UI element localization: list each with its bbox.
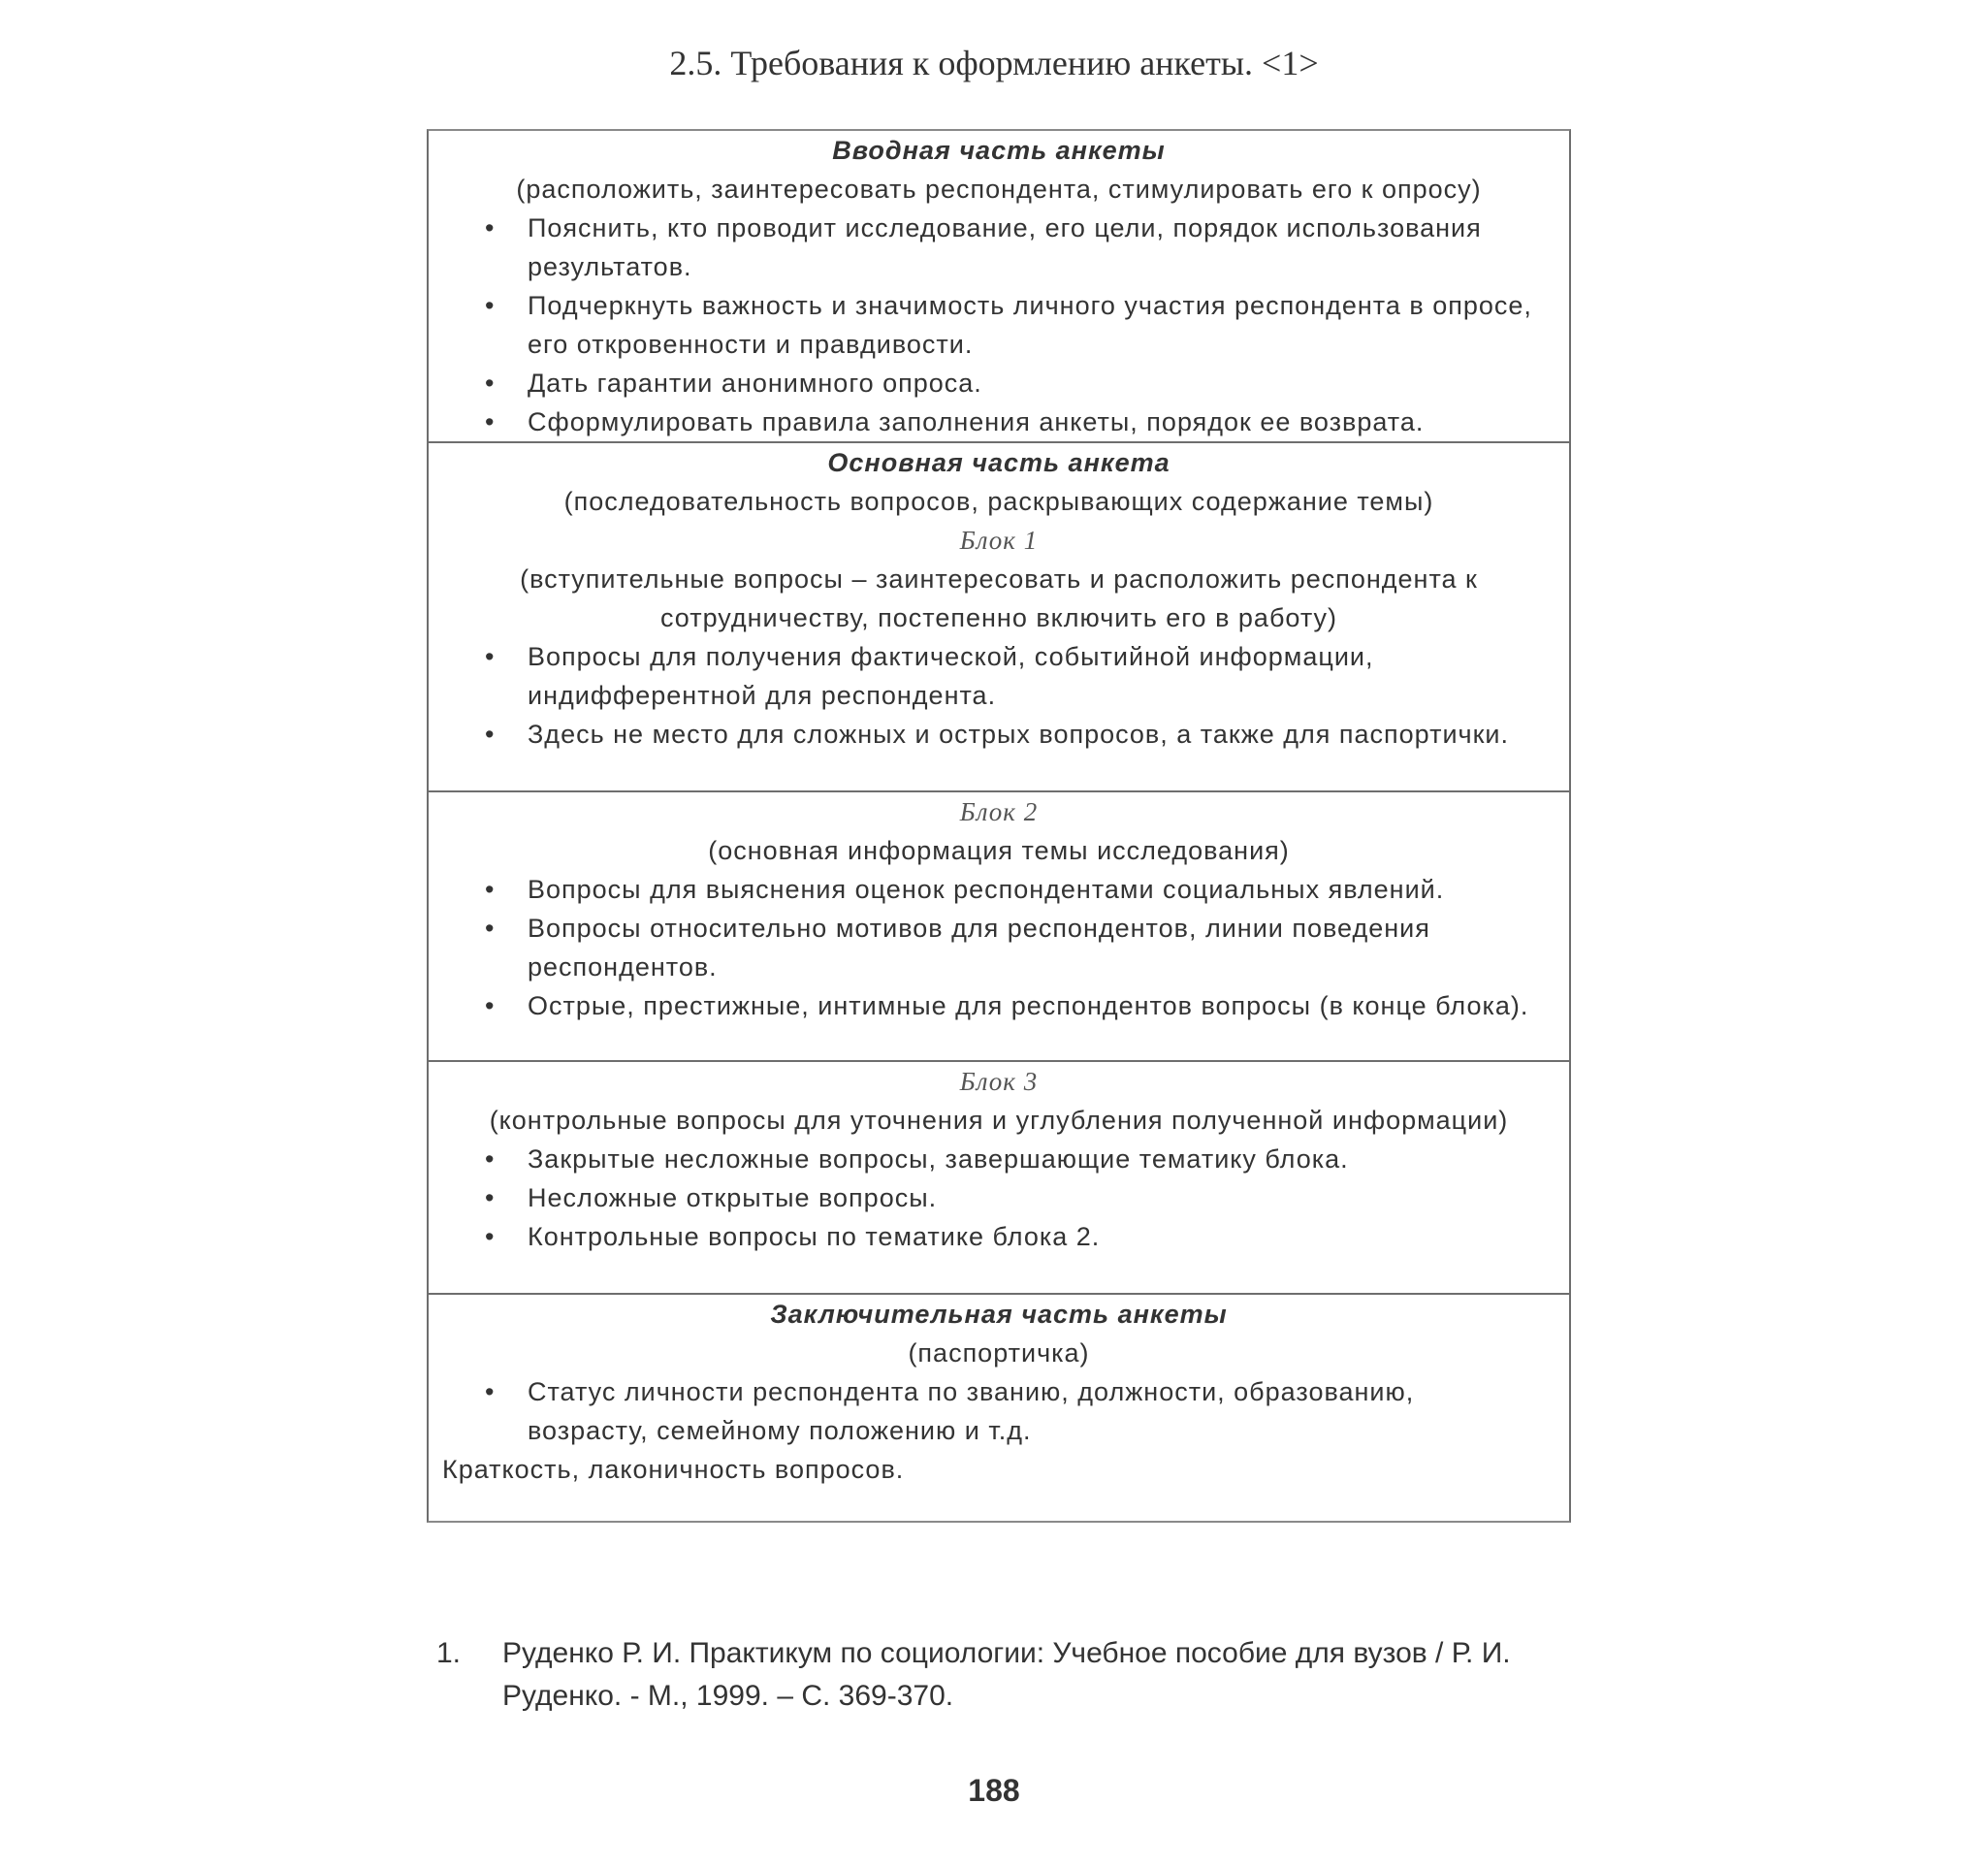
list-item: • Здесь не место для сложных и острых вопросов, а также для паспортички. (485, 715, 1540, 754)
block1-label: Блок 1 (959, 526, 1039, 555)
block2-section (429, 792, 1569, 1062)
intro-section-subtitle: (расположить, заинтересовать респондента, стимулировать его к опросу) (516, 175, 1482, 204)
bullet-icon: • (485, 914, 496, 943)
final-section (429, 1295, 1569, 1521)
block1-subtitle: (вступительные вопросы – заинтересовать и расположить респондента к сотрудничеству, постепенно включить его в работу) (520, 564, 1478, 632)
page-number: 188 (968, 1773, 1020, 1808)
bullet-icon: • (485, 875, 496, 904)
bullet-icon: • (485, 1183, 496, 1212)
block3-label: Блок 3 (959, 1067, 1039, 1096)
footnote-number: 1. (436, 1637, 462, 1669)
main-section-subtitle: (последовательность вопросов, раскрывающих содержание темы) (563, 487, 1434, 516)
block3-items (429, 1140, 1569, 1256)
footnote-text: Руденко Р. И. Практикум по социологии: Учебное пособие для вузов / Р. И. Руденко. - М., 1999. – С. 369-370. (502, 1637, 1511, 1712)
list-item: • Контрольные вопросы по тематике блока 2. (485, 1217, 1540, 1256)
bullet-icon: • (485, 720, 496, 749)
block3-section (429, 1062, 1569, 1295)
page-title: 2.5. Требования к оформлению анкеты. <1> (669, 44, 1319, 82)
intro-section-title: Вводная часть анкеты (832, 136, 1166, 165)
list-item: • Вопросы для получения фактической, событийной информации, индифферентной для респондента. (485, 637, 1540, 715)
bullet-icon: • (485, 642, 496, 671)
list-item: • Пояснить, кто проводит исследование, его цели, порядок использования результатов. (485, 209, 1540, 286)
bullet-icon: • (485, 1144, 496, 1174)
bullet-icon: • (485, 1222, 496, 1251)
final-section-title: Заключительная часть анкеты (770, 1300, 1228, 1329)
intro-items (429, 209, 1569, 441)
block2-items (429, 870, 1569, 1025)
list-item: • Вопросы относительно мотивов для респондентов, линии поведения респондентов. (485, 909, 1540, 986)
final-note: Краткость, лаконичность вопросов. (442, 1455, 905, 1484)
intro-section (429, 131, 1569, 443)
bullet-icon: • (485, 991, 496, 1020)
footnote (436, 1632, 1581, 1718)
main-section-block1 (429, 443, 1569, 792)
block2-subtitle: (основная информация темы исследования) (708, 836, 1290, 865)
questionnaire-scheme (427, 129, 1571, 1523)
list-item: • Статус личности респондента по званию, должности, образованию, возрасту, семейному положению и т.д. (485, 1372, 1540, 1450)
final-section-subtitle: (паспортичка) (908, 1338, 1090, 1368)
list-item: • Несложные открытые вопросы. (485, 1178, 1540, 1217)
bullet-icon: • (485, 369, 496, 398)
bullet-icon: • (485, 213, 496, 242)
bullet-icon: • (485, 291, 496, 320)
list-item: • Острые, престижные, интимные для респондентов вопросы (в конце блока). (485, 986, 1540, 1025)
main-section-title: Основная часть анкета (827, 448, 1170, 477)
list-item: • Дать гарантии анонимного опроса. (485, 364, 1540, 402)
bullet-icon: • (485, 407, 496, 436)
block2-label: Блок 2 (959, 797, 1039, 826)
bullet-icon: • (485, 1377, 496, 1406)
list-item: • Закрытые несложные вопросы, завершающие тематику блока. (485, 1140, 1540, 1178)
block3-subtitle: (контрольные вопросы для уточнения и углубления полученной информации) (489, 1106, 1509, 1135)
block1-items (429, 637, 1569, 754)
list-item: • Подчеркнуть важность и значимость личного участия респондента в опросе, его откровенности и правдивости. (485, 286, 1540, 364)
list-item: • Сформулировать правила заполнения анкеты, порядок ее возврата. (485, 402, 1540, 441)
final-items (429, 1372, 1569, 1450)
list-item: • Вопросы для выяснения оценок респондентами социальных явлений. (485, 870, 1540, 909)
